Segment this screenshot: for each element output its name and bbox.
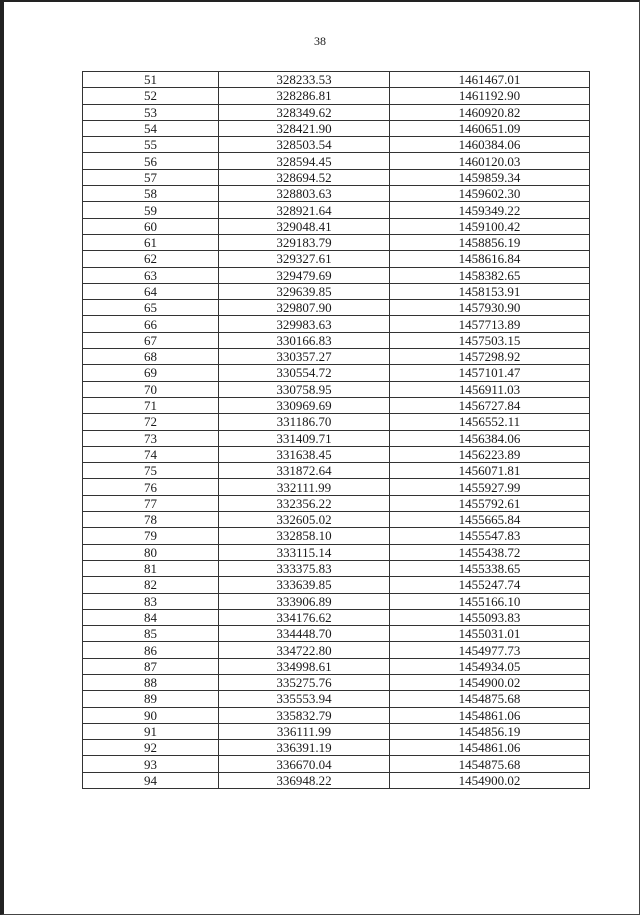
x-coordinate-cell: 331409.71 [219,430,390,446]
y-coordinate-cell: 1459859.34 [390,169,590,185]
point-number-cell: 73 [83,430,219,446]
x-coordinate-cell: 334722.80 [219,642,390,658]
point-number-cell: 56 [83,153,219,169]
x-coordinate-cell: 328803.63 [219,186,390,202]
table-row [83,723,590,739]
x-coordinate-cell: 332356.22 [219,495,390,511]
x-coordinate-cell: 336391.19 [219,740,390,756]
table-row [83,463,590,479]
point-number-cell: 84 [83,609,219,625]
point-number-cell: 62 [83,251,219,267]
y-coordinate-cell: 1461467.01 [390,72,590,88]
point-number-cell: 93 [83,756,219,772]
x-coordinate-cell: 332858.10 [219,528,390,544]
point-number-cell: 86 [83,642,219,658]
x-coordinate-cell: 329983.63 [219,316,390,332]
x-coordinate-cell: 333906.89 [219,593,390,609]
x-coordinate-cell: 335832.79 [219,707,390,723]
table-row [83,528,590,544]
table-row [83,544,590,560]
y-coordinate-cell: 1459349.22 [390,202,590,218]
point-number-cell: 76 [83,479,219,495]
table-row [83,446,590,462]
point-number-cell: 75 [83,463,219,479]
x-coordinate-cell: 333639.85 [219,577,390,593]
point-number-cell: 70 [83,381,219,397]
y-coordinate-cell: 1454900.02 [390,772,590,788]
point-number-cell: 64 [83,283,219,299]
y-coordinate-cell: 1454900.02 [390,674,590,690]
x-coordinate-cell: 329183.79 [219,234,390,250]
x-coordinate-cell: 332111.99 [219,479,390,495]
point-number-cell: 85 [83,626,219,642]
table-row [83,707,590,723]
table-row [83,349,590,365]
point-number-cell: 71 [83,397,219,413]
y-coordinate-cell: 1454861.06 [390,707,590,723]
table-row [83,430,590,446]
table-row [83,169,590,185]
point-number-cell: 67 [83,332,219,348]
y-coordinate-cell: 1456384.06 [390,430,590,446]
table-row [83,772,590,788]
point-number-cell: 87 [83,658,219,674]
table-row [83,512,590,528]
point-number-cell: 82 [83,577,219,593]
point-number-cell: 55 [83,137,219,153]
table-row [83,251,590,267]
x-coordinate-cell: 328503.54 [219,137,390,153]
point-number-cell: 91 [83,723,219,739]
point-number-cell: 90 [83,707,219,723]
x-coordinate-cell: 331872.64 [219,463,390,479]
x-coordinate-cell: 331638.45 [219,446,390,462]
y-coordinate-cell: 1455247.74 [390,577,590,593]
point-number-cell: 94 [83,772,219,788]
point-number-cell: 59 [83,202,219,218]
y-coordinate-cell: 1460384.06 [390,137,590,153]
x-coordinate-cell: 334176.62 [219,609,390,625]
table-row [83,479,590,495]
point-number-cell: 65 [83,300,219,316]
x-coordinate-cell: 328421.90 [219,120,390,136]
point-number-cell: 58 [83,186,219,202]
y-coordinate-cell: 1455927.99 [390,479,590,495]
table-row [83,740,590,756]
table-row [83,560,590,576]
table-row [83,593,590,609]
x-coordinate-cell: 336670.04 [219,756,390,772]
point-number-cell: 78 [83,512,219,528]
x-coordinate-cell: 330554.72 [219,365,390,381]
x-coordinate-cell: 328286.81 [219,88,390,104]
y-coordinate-cell: 1459602.30 [390,186,590,202]
point-number-cell: 72 [83,414,219,430]
x-coordinate-cell: 328594.45 [219,153,390,169]
y-coordinate-cell: 1460920.82 [390,104,590,120]
y-coordinate-cell: 1458382.65 [390,267,590,283]
point-number-cell: 57 [83,169,219,185]
table-row [83,365,590,381]
x-coordinate-cell: 328233.53 [219,72,390,88]
y-coordinate-cell: 1457713.89 [390,316,590,332]
table-row [83,316,590,332]
x-coordinate-cell: 333115.14 [219,544,390,560]
table-row [83,674,590,690]
y-coordinate-cell: 1455665.84 [390,512,590,528]
x-coordinate-cell: 330357.27 [219,349,390,365]
y-coordinate-cell: 1455547.83 [390,528,590,544]
x-coordinate-cell: 328349.62 [219,104,390,120]
table-row [83,218,590,234]
x-coordinate-cell: 330969.69 [219,397,390,413]
point-number-cell: 77 [83,495,219,511]
point-number-cell: 74 [83,446,219,462]
x-coordinate-cell: 335275.76 [219,674,390,690]
point-number-cell: 89 [83,691,219,707]
table-row [83,642,590,658]
point-number-cell: 51 [83,72,219,88]
y-coordinate-cell: 1458856.19 [390,234,590,250]
table-row [83,658,590,674]
y-coordinate-cell: 1456911.03 [390,381,590,397]
table-row [83,300,590,316]
x-coordinate-cell: 329479.69 [219,267,390,283]
y-coordinate-cell: 1455438.72 [390,544,590,560]
y-coordinate-cell: 1455792.61 [390,495,590,511]
table-row [83,153,590,169]
point-number-cell: 54 [83,120,219,136]
table-row [83,137,590,153]
point-number-cell: 63 [83,267,219,283]
x-coordinate-cell: 336111.99 [219,723,390,739]
table-row [83,88,590,104]
x-coordinate-cell: 335553.94 [219,691,390,707]
point-number-cell: 61 [83,234,219,250]
x-coordinate-cell: 334448.70 [219,626,390,642]
x-coordinate-cell: 329048.41 [219,218,390,234]
point-number-cell: 68 [83,349,219,365]
y-coordinate-cell: 1456071.81 [390,463,590,479]
y-coordinate-cell: 1460651.09 [390,120,590,136]
y-coordinate-cell: 1457298.92 [390,349,590,365]
y-coordinate-cell: 1460120.03 [390,153,590,169]
y-coordinate-cell: 1455338.65 [390,560,590,576]
y-coordinate-cell: 1457930.90 [390,300,590,316]
y-coordinate-cell: 1457503.15 [390,332,590,348]
y-coordinate-cell: 1454861.06 [390,740,590,756]
table-row [83,577,590,593]
x-coordinate-cell: 328921.64 [219,202,390,218]
table-row [83,495,590,511]
x-coordinate-cell: 329327.61 [219,251,390,267]
coordinates-table-body [83,72,590,789]
y-coordinate-cell: 1454934.05 [390,658,590,674]
point-number-cell: 92 [83,740,219,756]
point-number-cell: 80 [83,544,219,560]
table-row [83,756,590,772]
page-number: 38 [314,34,326,48]
x-coordinate-cell: 329639.85 [219,283,390,299]
y-coordinate-cell: 1457101.47 [390,365,590,381]
x-coordinate-cell: 330166.83 [219,332,390,348]
x-coordinate-cell: 333375.83 [219,560,390,576]
y-coordinate-cell: 1456552.11 [390,414,590,430]
table-row [83,234,590,250]
table-row [83,186,590,202]
table-row [83,267,590,283]
y-coordinate-cell: 1455166.10 [390,593,590,609]
table-row [83,72,590,88]
point-number-cell: 60 [83,218,219,234]
point-number-cell: 53 [83,104,219,120]
y-coordinate-cell: 1461192.90 [390,88,590,104]
y-coordinate-cell: 1455031.01 [390,626,590,642]
point-number-cell: 66 [83,316,219,332]
y-coordinate-cell: 1458616.84 [390,251,590,267]
y-coordinate-cell: 1458153.91 [390,283,590,299]
point-number-cell: 79 [83,528,219,544]
table-row [83,332,590,348]
x-coordinate-cell: 332605.02 [219,512,390,528]
y-coordinate-cell: 1454977.73 [390,642,590,658]
x-coordinate-cell: 331186.70 [219,414,390,430]
y-coordinate-cell: 1456727.84 [390,397,590,413]
x-coordinate-cell: 329807.90 [219,300,390,316]
point-number-cell: 69 [83,365,219,381]
table-row [83,283,590,299]
table-row [83,609,590,625]
point-number-cell: 88 [83,674,219,690]
table-row [83,414,590,430]
x-coordinate-cell: 330758.95 [219,381,390,397]
table-row [83,104,590,120]
x-coordinate-cell: 336948.22 [219,772,390,788]
table-row [83,691,590,707]
point-number-cell: 81 [83,560,219,576]
coordinates-table [82,71,590,789]
y-coordinate-cell: 1455093.83 [390,609,590,625]
y-coordinate-cell: 1454875.68 [390,691,590,707]
point-number-cell: 52 [83,88,219,104]
y-coordinate-cell: 1459100.42 [390,218,590,234]
table-row [83,397,590,413]
table-row [83,202,590,218]
y-coordinate-cell: 1454856.19 [390,723,590,739]
table-row [83,626,590,642]
point-number-cell: 83 [83,593,219,609]
x-coordinate-cell: 328694.52 [219,169,390,185]
table-row [83,120,590,136]
table-row [83,381,590,397]
y-coordinate-cell: 1456223.89 [390,446,590,462]
y-coordinate-cell: 1454875.68 [390,756,590,772]
x-coordinate-cell: 334998.61 [219,658,390,674]
